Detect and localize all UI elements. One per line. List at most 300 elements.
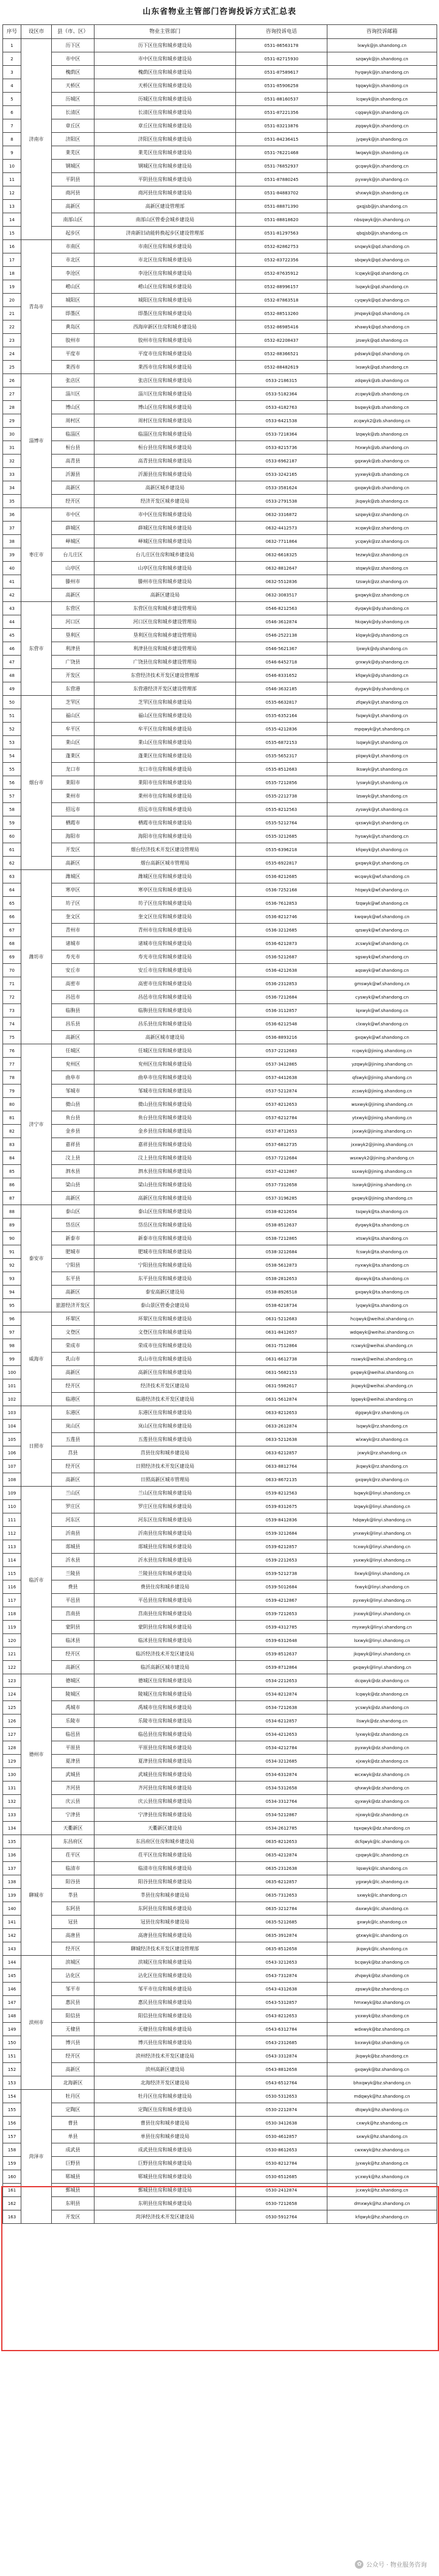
county-cell: 台儿庄区 (52, 548, 95, 562)
row-seq: 98 (3, 1339, 21, 1353)
email-cell: dygwyk@dy.shandong.cn (327, 682, 437, 696)
phone-cell: 0539-5012684 (236, 1580, 327, 1594)
phone-cell: 0538-8926518 (236, 1286, 327, 1299)
county-cell: 兰山区 (52, 1487, 95, 1500)
row-seq: 158 (3, 2143, 21, 2157)
department-cell: 兰陵县住房和城乡建设局 (95, 1567, 236, 1580)
phone-cell: 0531-88818620 (236, 213, 327, 227)
row-seq: 57 (3, 790, 21, 803)
phone-cell: 0534-4212784 (236, 1741, 327, 1755)
department-cell: 罗庄区住房和城乡建设局 (95, 1500, 236, 1513)
row-seq: 52 (3, 723, 21, 736)
email-cell: hkqwyk@dy.shandong.cn (327, 615, 437, 629)
phone-cell: 0546-8212563 (236, 602, 327, 615)
department-cell: 宁阳县住房和城乡建设局 (95, 1259, 236, 1272)
table-row (3, 1433, 437, 1446)
row-seq: 39 (3, 548, 21, 562)
department-cell: 高新区建设管理部 (95, 200, 236, 213)
phone-cell: 0537-8212653 (236, 1098, 327, 1111)
county-cell: 张店区 (52, 374, 95, 387)
email-cell: xcqwyk@zz.shandong.cn (327, 522, 437, 535)
county-cell: 平度市 (52, 347, 95, 361)
email-cell: kfqwyk@yt.shandong.cn (327, 843, 437, 857)
table-row (3, 1741, 437, 1755)
phone-cell: 0531-82715930 (236, 52, 327, 66)
table-row (3, 1540, 437, 1554)
phone-cell: 0537-3196285 (236, 1192, 327, 1205)
table-row (3, 119, 437, 133)
table-row (3, 1902, 437, 1916)
row-seq: 159 (3, 2157, 21, 2170)
county-cell: 芝罘区 (52, 696, 95, 709)
email-cell: ynxwyk@linyi.shandong.cn (327, 1527, 437, 1540)
county-cell: 环翠区 (52, 1312, 95, 1326)
department-cell: 桓台县住房和城乡建设局 (95, 441, 236, 455)
email-cell: grxwyk@dy.shandong.cn (327, 656, 437, 669)
department-cell: 乐陵市住房和城乡建设局 (95, 1714, 236, 1728)
department-cell: 邹平市住房和城乡建设局 (95, 1983, 236, 1996)
table-row (3, 1178, 437, 1192)
row-seq: 130 (3, 1768, 21, 1782)
row-seq: 109 (3, 1487, 21, 1500)
table-row (3, 843, 437, 857)
email-cell: lyqwyk@ta.shandong.cn (327, 1299, 437, 1312)
county-cell: 经开区 (52, 1942, 95, 1956)
email-cell: kfqwyk@hz.shandong.cn (327, 2210, 437, 2224)
table-row (3, 1326, 437, 1339)
table-row (3, 602, 437, 615)
table-row (3, 307, 437, 320)
row-seq: 5 (3, 93, 21, 106)
department-cell: 济阳区住房和城乡建设局 (95, 133, 236, 146)
table-row (3, 1594, 437, 1607)
county-cell: 东营区 (52, 602, 95, 615)
email-cell: hyqwyk@jn.shandong.cn (327, 66, 437, 79)
row-seq: 65 (3, 897, 21, 910)
table-row (3, 1983, 437, 1996)
row-seq: 157 (3, 2130, 21, 2143)
table-row (3, 1353, 437, 1366)
email-cell: fsqwyk@yt.shandong.cn (327, 709, 437, 723)
phone-cell: 0539-5212738 (236, 1567, 327, 1580)
county-cell: 金乡县 (52, 1125, 95, 1138)
county-cell: 文登区 (52, 1326, 95, 1339)
email-cell: wcxwyk@dz.shandong.cn (327, 1768, 437, 1782)
table-row (3, 1111, 437, 1125)
county-cell: 城阳区 (52, 294, 95, 307)
county-cell: 临淄区 (52, 428, 95, 441)
table-row (3, 2143, 437, 2157)
department-cell: 章丘区住房和城乡建设局 (95, 119, 236, 133)
county-cell: 利津县 (52, 642, 95, 656)
page-title: 山东省物业主管部门咨询投诉方式汇总表 (142, 7, 296, 16)
table-row (3, 1580, 437, 1594)
phone-cell: 0631-5612874 (236, 1393, 327, 1406)
email-cell: xtswyk@ta.shandong.cn (327, 1232, 437, 1245)
email-cell: bsqwyk@zb.shandong.cn (327, 401, 437, 414)
phone-cell: 0537-4412638 (236, 1071, 327, 1085)
table-row (3, 763, 437, 776)
email-cell: lsqwyk@linyi.shandong.cn (327, 1487, 437, 1500)
table-row (3, 548, 437, 562)
row-seq: 76 (3, 1044, 21, 1058)
table-row (3, 1527, 437, 1540)
county-cell: 莱阳市 (52, 776, 95, 790)
phone-cell: 0536-7212684 (236, 991, 327, 1004)
county-cell: 李沧区 (52, 267, 95, 280)
row-seq: 11 (3, 173, 21, 186)
email-cell: jxwyk@rz.shandong.cn (327, 1446, 437, 1460)
city-cell: 泰安市 (21, 1205, 52, 1312)
row-seq: 150 (3, 2036, 21, 2050)
county-cell: 罗庄区 (52, 1500, 95, 1513)
row-seq: 27 (3, 387, 21, 401)
phone-cell: 0530-6512685 (236, 2170, 327, 2184)
county-cell: 单县 (52, 2130, 95, 2143)
department-cell: 巨野县住房和城乡建设局 (95, 2157, 236, 2170)
department-cell: 环翠区住房和城乡建设局 (95, 1312, 236, 1326)
department-cell: 商河县住房和城乡建设局 (95, 186, 236, 200)
county-cell: 南部山区 (52, 213, 95, 227)
email-cell: llxwyk@linyi.shandong.cn (327, 1567, 437, 1580)
row-seq: 17 (3, 253, 21, 267)
county-cell: 莱芜区 (52, 146, 95, 160)
email-cell: yxxwyk@bz.shandong.cn (327, 2009, 437, 2023)
row-seq: 49 (3, 682, 21, 696)
department-cell: 蒙阴县住房和城乡建设局 (95, 1621, 236, 1634)
row-seq: 32 (3, 455, 21, 468)
table-row (3, 1205, 437, 1219)
row-seq: 63 (3, 870, 21, 883)
phone-cell: 0535-5652317 (236, 749, 327, 763)
email-cell: qfswyk@jining.shandong.cn (327, 1071, 437, 1085)
table-row (3, 1942, 437, 1956)
contact-table (2, 24, 437, 2224)
table-row (3, 723, 437, 736)
department-cell: 武城县住房和城乡建设局 (95, 1768, 236, 1782)
row-seq: 33 (3, 468, 21, 481)
row-seq: 89 (3, 1219, 21, 1232)
county-cell: 崂山区 (52, 280, 95, 294)
department-cell: 惠民县住房和城乡建设局 (95, 1996, 236, 2009)
county-cell: 高新区 (52, 1192, 95, 1205)
county-cell: 梁山县 (52, 1178, 95, 1192)
table-row (3, 642, 437, 656)
county-cell: 东港区 (52, 1406, 95, 1420)
county-cell: 高新区 (52, 200, 95, 213)
department-cell: 城阳区住房和城乡建设局 (95, 294, 236, 307)
phone-cell: 0536-5212687 (236, 950, 327, 964)
phone-cell: 0543-3312874 (236, 2050, 327, 2063)
table-row (3, 1996, 437, 2009)
department-cell: 胶州市住房和城乡建设局 (95, 334, 236, 347)
row-seq: 29 (3, 414, 21, 428)
table-row (3, 1916, 437, 1929)
row-seq: 12 (3, 186, 21, 200)
department-cell: 潍城区住房和城乡建设局 (95, 870, 236, 883)
department-cell: 高唐县住房和城乡建设局 (95, 1929, 236, 1942)
county-cell: 经开区 (52, 2050, 95, 2063)
county-cell: 泰山区 (52, 1205, 95, 1219)
department-cell: 临清市住房和城乡建设局 (95, 1862, 236, 1875)
table-row (3, 414, 437, 428)
city-cell: 德州市 (21, 1674, 52, 1835)
department-cell: 梁山县住房和城乡建设局 (95, 1178, 236, 1192)
email-cell: lkswyk@yt.shandong.cn (327, 763, 437, 776)
phone-cell: 0533-2791538 (236, 495, 327, 508)
email-cell: zcqwyk2@zb.shandong.cn (327, 414, 437, 428)
county-cell: 蒙阴县 (52, 1621, 95, 1634)
department-cell: 滨城区住房和城乡建设局 (95, 1956, 236, 1969)
county-cell: 海阳市 (52, 830, 95, 843)
table-row (3, 1956, 437, 1969)
email-cell: lqswyk@lc.shandong.cn (327, 1862, 437, 1875)
email-cell: cyswyk@wf.shandong.cn (327, 991, 437, 1004)
county-cell: 郓城县 (52, 2170, 95, 2184)
row-seq: 85 (3, 1165, 21, 1178)
email-cell: sxwyk@hz.shandong.cn (327, 2130, 437, 2143)
phone-cell: 0535-4212836 (236, 723, 327, 736)
department-cell: 莱山区住房和城乡建设局 (95, 736, 236, 749)
phone-cell: 0633-8812764 (236, 1460, 327, 1473)
phone-cell: 0632-3316872 (236, 508, 327, 522)
phone-cell: 0543-5312857 (236, 1996, 327, 2009)
row-seq: 99 (3, 1353, 21, 1366)
phone-cell: 0543-3212653 (236, 1956, 327, 1969)
phone-cell: 0531-85906258 (236, 79, 327, 93)
email-cell: pyxwyk@linyi.shandong.cn (327, 1594, 437, 1607)
county-cell: 齐河县 (52, 1782, 95, 1795)
city-cell: 日照市 (21, 1406, 52, 1487)
phone-cell: 0536-6212548 (236, 1017, 327, 1031)
phone-cell: 0530-3412638 (236, 2117, 327, 2130)
table-row (3, 133, 437, 146)
table-row (3, 146, 437, 160)
department-cell: 沂水县住房和城乡建设局 (95, 1554, 236, 1567)
county-cell: 牡丹区 (52, 2090, 95, 2103)
county-cell: 即墨区 (52, 307, 95, 320)
email-cell: lgqwyk@weihai.shandong.cn (327, 1393, 437, 1406)
phone-cell: 0538-8512637 (236, 1219, 327, 1232)
department-cell: 临沂高新区城市建设局 (95, 1661, 236, 1674)
email-cell: gxqwyk@yt.shandong.cn (327, 857, 437, 870)
table-row (3, 2170, 437, 2184)
table-row (3, 1701, 437, 1714)
city-cell: 威海市 (21, 1312, 52, 1406)
row-seq: 138 (3, 1875, 21, 1889)
email-cell: kwqwyk@wf.shandong.cn (327, 910, 437, 924)
email-cell: ssxwyk@jining.shandong.cn (327, 1165, 437, 1178)
email-cell: lyswyk@yt.shandong.cn (327, 776, 437, 790)
department-cell: 肥城市住房和城乡建设局 (95, 1245, 236, 1259)
row-seq: 18 (3, 267, 21, 280)
phone-cell: 0539-4212867 (236, 1594, 327, 1607)
county-cell: 高唐县 (52, 1929, 95, 1942)
email-cell: wdxwyk@bz.shandong.cn (327, 2023, 437, 2036)
county-cell: 庆云县 (52, 1795, 95, 1808)
phone-cell: 0538-6218734 (236, 1299, 327, 1312)
email-cell: bhxqwyk@bz.shandong.cn (327, 2076, 437, 2090)
county-cell: 经开区 (52, 1379, 95, 1393)
row-seq: 73 (3, 1004, 21, 1017)
email-cell: gxqwyk@ta.shandong.cn (327, 1286, 437, 1299)
department-cell: 烟台高新区城市管理局 (95, 857, 236, 870)
phone-cell: 0530-4612857 (236, 2130, 327, 2143)
county-cell: 寿光市 (52, 950, 95, 964)
department-cell: 临朐县住房和城乡建设局 (95, 1004, 236, 1017)
county-cell: 郯城县 (52, 1540, 95, 1554)
phone-cell: 0538-8212654 (236, 1205, 327, 1219)
table-row (3, 1152, 437, 1165)
table-row (3, 213, 437, 227)
phone-cell: 0632-6618325 (236, 548, 327, 562)
row-seq: 94 (3, 1286, 21, 1299)
email-cell: fxwyk@linyi.shandong.cn (327, 1580, 437, 1594)
county-cell: 新泰市 (52, 1232, 95, 1245)
phone-cell: 0533-8215736 (236, 441, 327, 455)
table-row (3, 1460, 437, 1473)
phone-cell: 0546-3612874 (236, 615, 327, 629)
department-cell: 河口区住房和城乡建设管理局 (95, 615, 236, 629)
city-cell: 济南市 (21, 39, 52, 240)
email-cell: wdqwyk@weihai.shandong.cn (327, 1326, 437, 1339)
row-seq: 103 (3, 1406, 21, 1420)
department-cell: 曲阜市住房和城乡建设局 (95, 1071, 236, 1085)
table-row (3, 1366, 437, 1379)
phone-cell: 0531-76221468 (236, 146, 327, 160)
email-cell: lcqwyk@jn.shandong.cn (327, 93, 437, 106)
department-cell: 任城区住房和城乡建设局 (95, 1044, 236, 1058)
table-row (3, 937, 437, 950)
county-cell: 市中区 (52, 52, 95, 66)
email-cell: qzswyk@wf.shandong.cn (327, 924, 437, 937)
email-cell: zhqwyk@bz.shandong.cn (327, 1969, 437, 1983)
row-seq: 47 (3, 656, 21, 669)
row-seq: 139 (3, 1889, 21, 1902)
phone-cell: 0534-2212653 (236, 1674, 327, 1688)
department-cell: 烟台经济技术开发区建设管理局 (95, 843, 236, 857)
phone-cell: 0546-2522138 (236, 629, 327, 642)
department-cell: 经济技术开发区建设局 (95, 1379, 236, 1393)
table-row (3, 1219, 437, 1232)
department-cell: 平度市住房和城乡建设局 (95, 347, 236, 361)
department-cell: 兰山区住房和城乡建设局 (95, 1487, 236, 1500)
department-cell: 高新区城乡建设局 (95, 481, 236, 495)
phone-cell: 0536-8893216 (236, 1031, 327, 1044)
county-cell: 高新区 (52, 2063, 95, 2076)
phone-cell: 0535-8512683 (236, 763, 327, 776)
table-row (3, 1286, 437, 1299)
table-row (3, 361, 437, 374)
county-cell: 邹平市 (52, 1983, 95, 1996)
county-cell: 临港区 (52, 1393, 95, 1406)
row-seq: 151 (3, 2050, 21, 2063)
table-row (3, 977, 437, 991)
county-cell: 曹县 (52, 2117, 95, 2130)
city-cell: 青岛市 (21, 240, 52, 374)
department-cell: 西海岸新区住房和城乡建设局 (95, 320, 236, 334)
table-row (3, 562, 437, 575)
email-cell: wlxwyk@rz.shandong.cn (327, 1433, 437, 1446)
email-cell: gxqwyk@zz.shandong.cn (327, 589, 437, 602)
county-cell: 龙口市 (52, 763, 95, 776)
email-cell: zcswyk@jining.shandong.cn (327, 1085, 437, 1098)
county-cell: 莒南县 (52, 1607, 95, 1621)
county-cell: 汶上县 (52, 1152, 95, 1165)
row-seq: 152 (3, 2063, 21, 2076)
phone-cell: 0533-6421538 (236, 414, 327, 428)
county-cell: 昌邑市 (52, 991, 95, 1004)
row-seq: 51 (3, 709, 21, 723)
county-cell: 长清区 (52, 106, 95, 119)
email-cell: zcswyk@wf.shandong.cn (327, 937, 437, 950)
county-cell: 泗水县 (52, 1165, 95, 1178)
county-cell: 临邑县 (52, 1728, 95, 1741)
row-seq: 122 (3, 1661, 21, 1674)
department-cell: 栖霞市住房和城乡建设局 (95, 816, 236, 830)
department-cell: 夏津县住房和城乡建设局 (95, 1755, 236, 1768)
table-row (3, 924, 437, 937)
row-seq: 147 (3, 1996, 21, 2009)
phone-cell: 0533-4182763 (236, 401, 327, 414)
table-row (3, 1245, 437, 1259)
phone-cell: 0543-8812658 (236, 2063, 327, 2076)
county-cell: 东阿县 (52, 1902, 95, 1916)
row-seq: 82 (3, 1125, 21, 1138)
phone-cell: 0631-8412657 (236, 1326, 327, 1339)
email-cell: aqswyk@wf.shandong.cn (327, 964, 437, 977)
email-cell: ysxwyk@linyi.shandong.cn (327, 1554, 437, 1567)
row-seq: 2 (3, 52, 21, 66)
table-row (3, 709, 437, 723)
phone-cell: 0531-84236415 (236, 133, 327, 146)
department-cell: 东阿县住房和城乡建设局 (95, 1902, 236, 1916)
phone-cell: 0631-6612738 (236, 1353, 327, 1366)
department-cell: 莒县住房和城乡建设局 (95, 1446, 236, 1460)
department-cell: 聊城经济技术开发区建设管理部 (95, 1942, 236, 1956)
email-cell: xjxwyk@dz.shandong.cn (327, 1755, 437, 1768)
row-seq: 121 (3, 1647, 21, 1661)
row-seq: 13 (3, 200, 21, 213)
department-cell: 郓城县住房和城乡建设局 (95, 2170, 236, 2184)
table-row (3, 1795, 437, 1808)
row-seq: 134 (3, 1822, 21, 1835)
row-seq: 4 (3, 79, 21, 93)
county-cell: 兖州区 (52, 1058, 95, 1071)
department-cell: 沂南县住房和城乡建设局 (95, 1527, 236, 1540)
email-cell: gtxwyk@lc.shandong.cn (327, 1929, 437, 1942)
county-cell: 定陶区 (52, 2103, 95, 2117)
row-seq: 6 (3, 106, 21, 119)
city-cell: 潍坊市 (21, 870, 52, 1044)
county-cell: 陵城区 (52, 1688, 95, 1701)
department-cell: 淄川区住房和城乡建设局 (95, 387, 236, 401)
department-cell: 平阴县住房和城乡建设局 (95, 173, 236, 186)
row-seq: 131 (3, 1782, 21, 1795)
department-cell: 滨州经济技术开发区建设局 (95, 2050, 236, 2063)
department-cell: 崂山区住房和城乡建设局 (95, 280, 236, 294)
table-row (3, 1835, 437, 1849)
county-cell: 兰陵县 (52, 1567, 95, 1580)
department-cell: 菏泽经济技术开发区建设局 (95, 2210, 236, 2224)
row-seq: 146 (3, 1983, 21, 1996)
department-cell: 台儿庄区住房和城乡建设局 (95, 548, 236, 562)
phone-cell: 0534-5312658 (236, 1782, 327, 1795)
email-cell: lzqwyk@zb.shandong.cn (327, 428, 437, 441)
email-cell: gxqwyk@zb.shandong.cn (327, 481, 437, 495)
department-cell: 广饶县住房和城乡建设管理局 (95, 656, 236, 669)
email-cell: lsqwyk@yt.shandong.cn (327, 736, 437, 749)
